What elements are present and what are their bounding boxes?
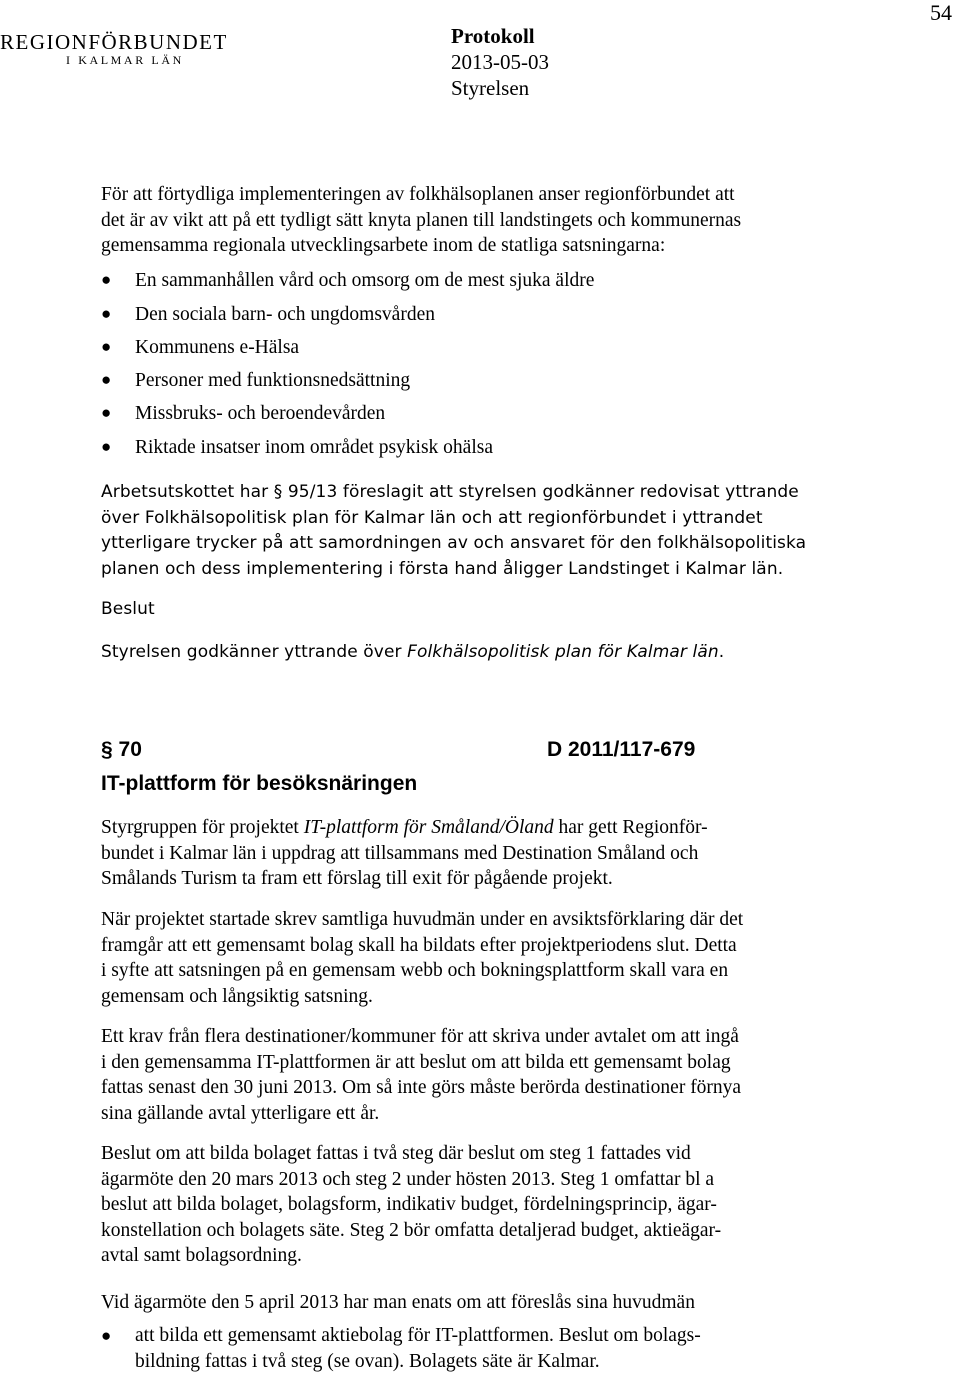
bullet-icon: ● — [101, 270, 111, 290]
logo-name: REGIONFÖRBUNDET — [0, 30, 228, 55]
text-line: i den gemensamma IT-plattformen är att beslut om att bilda ett gemensamt bolag — [101, 1050, 861, 1076]
line-prefix: Styrgruppen för projektet — [101, 817, 304, 838]
bullet-icon: ● — [101, 403, 111, 423]
text-line: bildning fattas i två steg (se ovan). Bolagets säte är Kalmar. — [135, 1349, 861, 1374]
section-number: § 70 — [101, 738, 142, 762]
text-line: det är av vikt att på ett tydligt sätt knyta planen till landstingets och kommunernas — [101, 208, 861, 234]
paragraph-5 — [101, 1290, 861, 1316]
logo-subtitle: I KALMAR LÄN — [66, 53, 184, 68]
bullet-text: Kommunens e-Hälsa — [135, 337, 299, 359]
text-line: Smålands Turism ta fram ett förslag till exit för pågående projekt. — [101, 866, 861, 892]
page-number: 54 — [930, 0, 952, 26]
section-title: IT-plattform för besöksnäringen — [101, 772, 417, 796]
line-suffix: har gett Regionför- — [554, 817, 708, 838]
au-paragraph — [101, 480, 861, 582]
text-line: sina gällande avtal ytterligare ett år. — [101, 1101, 861, 1127]
document-type: Protokoll — [451, 24, 535, 49]
bullet-icon: ● — [101, 304, 111, 324]
project-name: IT-plattform för Småland/Öland — [304, 817, 554, 838]
text-line: ägarmöte den 20 mars 2013 och steg 2 under hösten 2013. Steg 1 omfattar bl a — [101, 1167, 861, 1193]
paragraph-3 — [101, 1024, 861, 1126]
text-line: Vid ägarmöte den 5 april 2013 har man enats om att föreslås sina huvudmän — [101, 1290, 861, 1316]
bullet-text: Den sociala barn- och ungdomsvården — [135, 304, 435, 326]
bullet-text: Personer med funktionsnedsättning — [135, 370, 410, 392]
text-line: att bilda ett gemensamt aktiebolag för IT-plattformen. Beslut om bolags- — [135, 1323, 861, 1349]
document-body: Styrelsen — [451, 76, 529, 101]
paragraph-4 — [101, 1141, 861, 1269]
text-line: För att förtydliga implementeringen av folkhälsoplanen anser regionförbundet att — [101, 182, 861, 208]
text-line: över Folkhälsopolitisk plan för Kalmar län och att regionförbundet i yttrandet — [101, 506, 861, 532]
text-line: ytterligare trycker på att samordningen av och ansvaret för den folkhälsopolitiska — [101, 531, 861, 557]
text-line: planen och dess implementering i första hand åligger Landstinget i Kalmar län. — [101, 557, 861, 583]
decision-text-italic: Folkhälsopolitisk plan för Kalmar län — [407, 642, 719, 662]
bullet-text: Missbruks- och beroendevården — [135, 403, 385, 425]
text-line: avtal samt bolagsordning. — [101, 1243, 861, 1269]
bullet-icon: ● — [101, 337, 111, 357]
text-line: framgår att ett gemensamt bolag skall ha bildats efter projektperiodens slut. Detta — [101, 933, 861, 959]
section-reference: D 2011/117-679 — [547, 738, 695, 762]
bullet-text: Riktade insatser inom området psykisk ohälsa — [135, 437, 493, 459]
bullet-icon: ● — [101, 370, 111, 390]
text-line: Ett krav från flera destinationer/kommuner för att skriva under avtalet om att ingå — [101, 1024, 861, 1050]
document-date: 2013-05-03 — [451, 50, 549, 75]
bullet-icon: ● — [101, 437, 111, 457]
intro-paragraph — [101, 182, 861, 259]
paragraph-2 — [101, 907, 861, 1009]
bullet-icon: ● — [101, 1323, 111, 1349]
text-line: gemensam och långsiktig satsning. — [101, 984, 861, 1010]
text-line: konstellation och bolagets säte. Steg 2 bör omfatta detaljerad budget, aktieägar- — [101, 1218, 861, 1244]
decision-text-prefix: Styrelsen godkänner yttrande över — [101, 642, 407, 662]
text-line: Beslut om att bilda bolaget fattas i två steg där beslut om steg 1 fattades vid — [101, 1141, 861, 1167]
text-line: i syfte att satsningen på en gemensam webb och bokningsplattform skall vara en — [101, 958, 861, 984]
text-line: gemensamma regionala utvecklingsarbete inom de statliga satsningarna: — [101, 233, 861, 259]
text-line: När projektet startade skrev samtliga huvudmän under en avsiktsförklaring där det — [101, 907, 861, 933]
decision-text-suffix: . — [719, 642, 725, 662]
bullet-text: En sammanhållen vård och omsorg om de mest sjuka äldre — [135, 270, 594, 292]
text-line: beslut att bilda bolaget, bolagsform, indikativ budget, fördelningsprincip, ägar- — [101, 1192, 861, 1218]
text-line — [101, 815, 861, 841]
text-line: Arbetsutskottet har § 95/13 föreslagit att styrelsen godkänner redovisat yttrande — [101, 480, 861, 506]
decision-heading: Beslut — [101, 597, 861, 623]
text-line: fattas senast den 30 juni 2013. Om så inte görs måste berörda destinationer förnya — [101, 1075, 861, 1101]
paragraph-1 — [101, 815, 861, 892]
decision-text — [101, 640, 861, 666]
text-line: bundet i Kalmar län i uppdrag att tillsammans med Destination Småland och — [101, 841, 861, 867]
final-bullet-item — [101, 1323, 861, 1374]
